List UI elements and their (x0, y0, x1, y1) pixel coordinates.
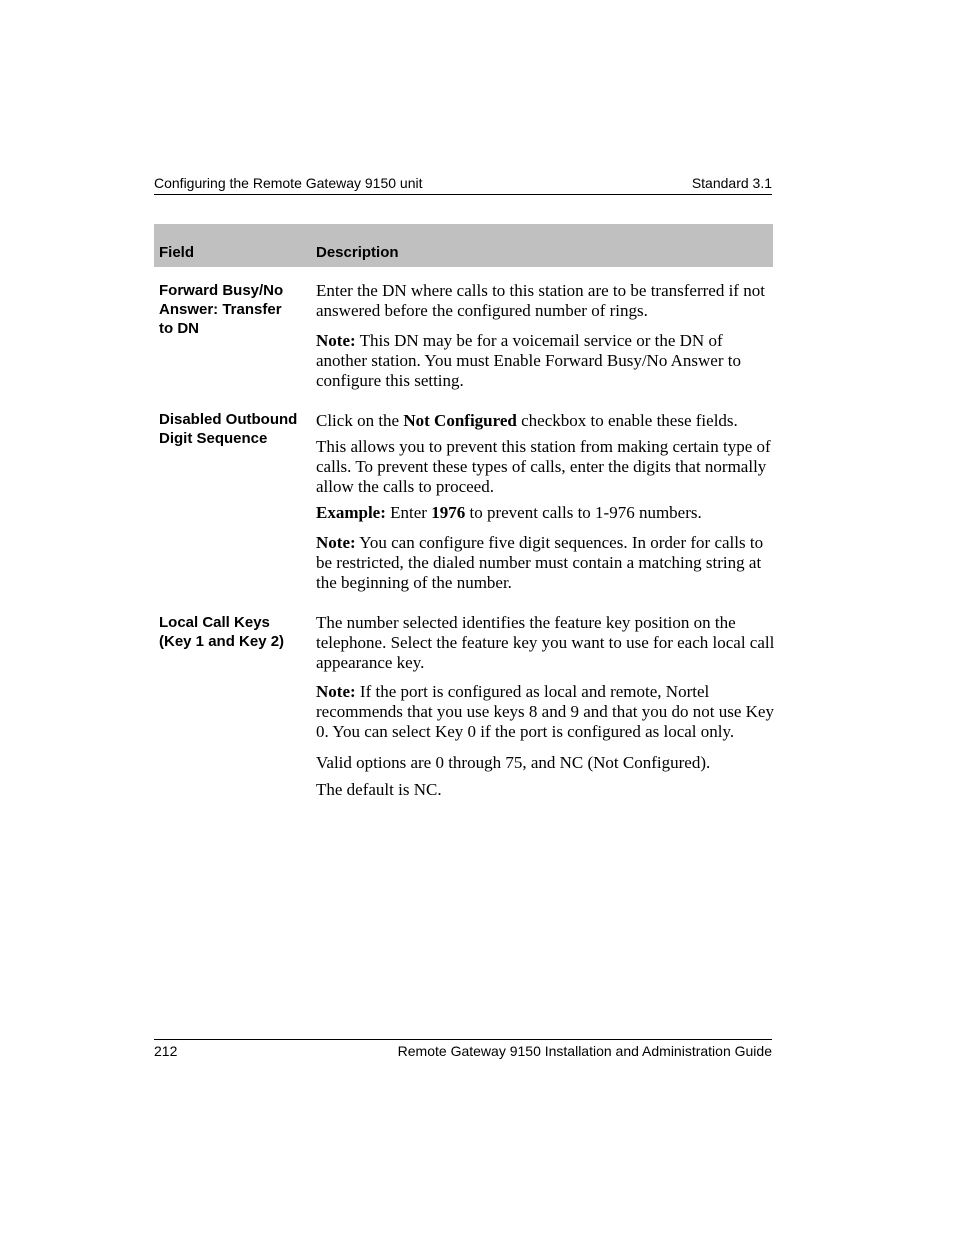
header-standard: Standard 3.1 (691, 175, 772, 191)
row-description-disabled-outbound (316, 411, 776, 593)
column-header-description: Description (316, 244, 399, 261)
footer-document-title: Remote Gateway 9150 Installation and Administration Guide (397, 1043, 772, 1059)
note-paragraph: Note: If the port is configured as local and remote, Nortel recommends that you use keys 8 and 9 and that you do not use Key 0. You can select Key 0 if the port is configured as local only. (316, 682, 774, 741)
description-paragraph: Enter the DN where calls to this station are to be transferred if not answered before the configured number of rings. (316, 281, 765, 320)
column-header-field: Field (159, 244, 195, 261)
row-field-forward-busy: Forward Busy/No Answer: Transfer to DN (159, 282, 284, 337)
header-section-title: Configuring the Remote Gateway 9150 unit (154, 175, 423, 191)
example-paragraph: Example: Enter 1976 to prevent calls to 1-976 numbers. (316, 503, 702, 522)
description-paragraph: Valid options are 0 through 75, and NC (Not Configured). (316, 753, 711, 772)
description-paragraph: This allows you to prevent this station from making certain type of calls. To prevent these types of calls, enter the digits that normally allow the calls to proceed. (316, 437, 771, 496)
row-field-local-call-keys: Local Call Keys (Key 1 and Key 2) (159, 614, 285, 650)
description-paragraph: The default is NC. (316, 780, 442, 799)
note-paragraph: Note: This DN may be for a voicemail service or the DN of another station. You must Enable Forward Busy/No Answer to configure this setting. (316, 331, 741, 390)
description-paragraph: Click on the Not Configured checkbox to enable these fields. (316, 411, 738, 430)
page-number: 212 (154, 1043, 178, 1059)
note-paragraph: Note: You can configure five digit sequences. In order for calls to be restricted, the dialed number must contain a matching string at the beginning of the number. (316, 533, 764, 592)
row-field-disabled-outbound: Disabled Outbound Digit Sequence (159, 411, 298, 447)
table-header (154, 224, 773, 267)
row-description-forward-busy (316, 281, 776, 391)
running-footer (154, 1039, 772, 1059)
description-paragraph: The number selected identifies the feature key position on the telephone. Select the feature key you want to use for each local call appearance key. (316, 613, 775, 672)
running-header (154, 175, 772, 195)
row-description-local-call-keys (316, 613, 776, 800)
